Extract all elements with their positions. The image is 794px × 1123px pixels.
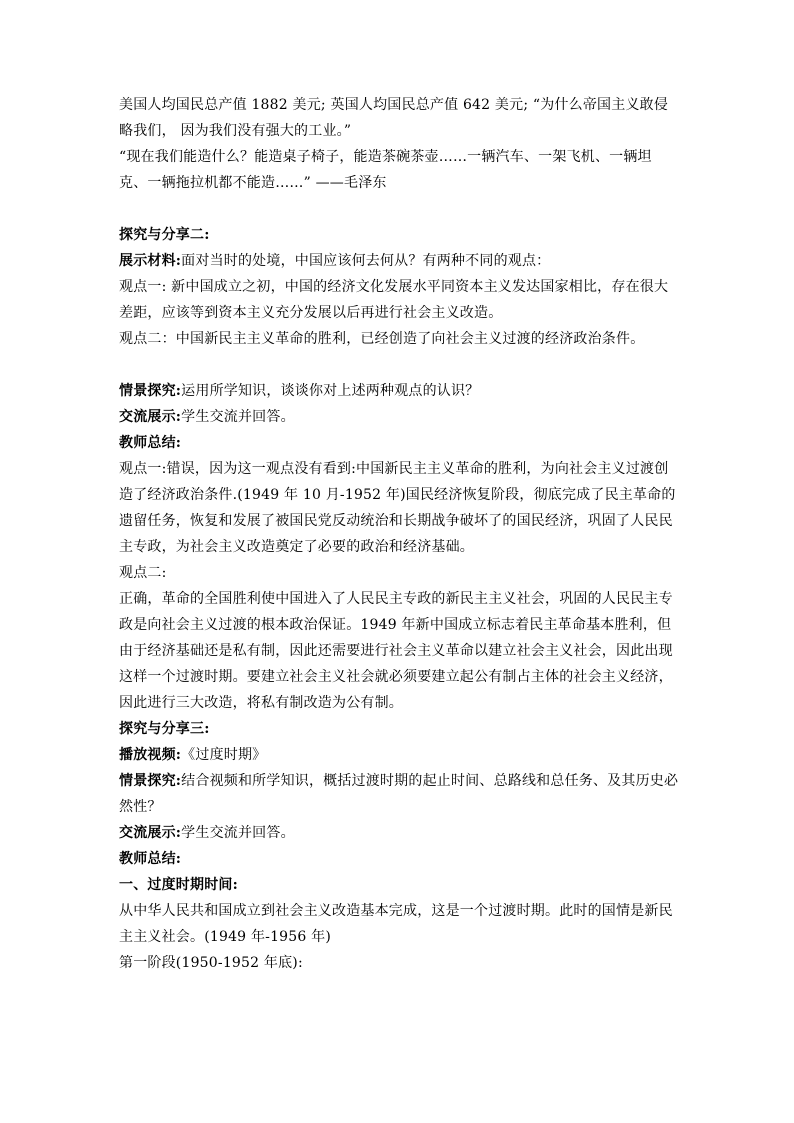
paragraph-exchange: 交流展示:学生交流并回答。 bbox=[119, 409, 295, 425]
paragraph-gnp: 美国人均国民总产值 1882 美元; 英国人均国民总产值 642 美元; “为什么帝国主义敢侵略我们， 因为我们没有强大的工业。” bbox=[119, 97, 669, 139]
paragraph-scenario-inquiry-two: 情景探究:结合视频和所学知识，概括过渡时期的起止时间、总路线和总任务、及其历史必然性？ bbox=[119, 773, 679, 815]
heading-teacher-summary-two: 教师总结: bbox=[119, 851, 182, 867]
heading-teacher-summary: 教师总结: bbox=[119, 435, 182, 451]
paragraph-view-two-label: 观点二: bbox=[119, 565, 167, 581]
paragraph-material: 展示材料:面对当时的处境，中国应该何去何从？有两种不同的观点： bbox=[119, 253, 551, 269]
paragraph-view-one: 观点一: 新中国成立之初，中国的经济文化发展水平同资本主义发达国家相比，存在很大差距，应该等到资本主义充分发展以后再进行社会主义改造。 bbox=[119, 279, 669, 321]
paragraph-scenario-inquiry: 情景探究:运用所学知识，谈谈你对上述两种观点的认识？ bbox=[119, 383, 480, 399]
document-body bbox=[119, 92, 679, 976]
paragraph-mao-quote: “现在我们能造什么？能造桌子椅子，能造茶碗茶壶……一辆汽车、一架飞机、一辆坦克、一辆拖拉机都不能造……” ——毛泽东 bbox=[119, 149, 652, 191]
paragraph-view-one-answer: 观点一:错误，因为这一观点没有看到:中国新民主主义革命的胜利，为向社会主义过渡创造了经济政治条件.(1949 年 10 月-1952 年)国民经济恢复阶段，彻底完成了民主革命的遗留任务，恢复和发展了被国民党反动统治和长期战争破坏了的国民经济，巩固了人民民主专政，为社会主义改造奠定了必要的政治和经济基础。 bbox=[119, 461, 676, 555]
paragraph-transition-definition: 从中华人民共和国成立到社会主义改造基本完成，这是一个过渡时期。此时的国情是新民主主义社会。(1949 年-1956 年) bbox=[119, 903, 673, 945]
paragraph-exchange-two: 交流展示:学生交流并回答。 bbox=[119, 825, 295, 841]
paragraph-view-two: 观点二：中国新民主主义革命的胜利，已经创造了向社会主义过渡的经济政治条件。 bbox=[119, 331, 645, 347]
heading-transition-period: 一、过度时期时间: bbox=[119, 877, 238, 893]
paragraph-play-video: 播放视频:《过度时期》 bbox=[119, 747, 267, 763]
paragraph-view-two-answer: 正确，革命的全国胜利使中国进入了人民民主专政的新民主主义社会，巩固的人民民主专政是向社会主义过渡的根本政治保证。1949 年新中国成立标志着民主革命基本胜利，但由于经济基础还是私有制，因此还需要进行社会主义革命以建立社会主义社会，因此出现这样一个过渡时期。要建立社会主义社会就必须要建立起公有制占主体的社会主义经济，因此进行三大改造，将私有制改造为公有制。 bbox=[119, 591, 673, 711]
heading-share-three: 探究与分享三: bbox=[119, 721, 210, 737]
heading-share-two: 探究与分享二: bbox=[119, 227, 210, 243]
paragraph-first-stage: 第一阶段(1950-1952 年底): bbox=[119, 955, 303, 971]
